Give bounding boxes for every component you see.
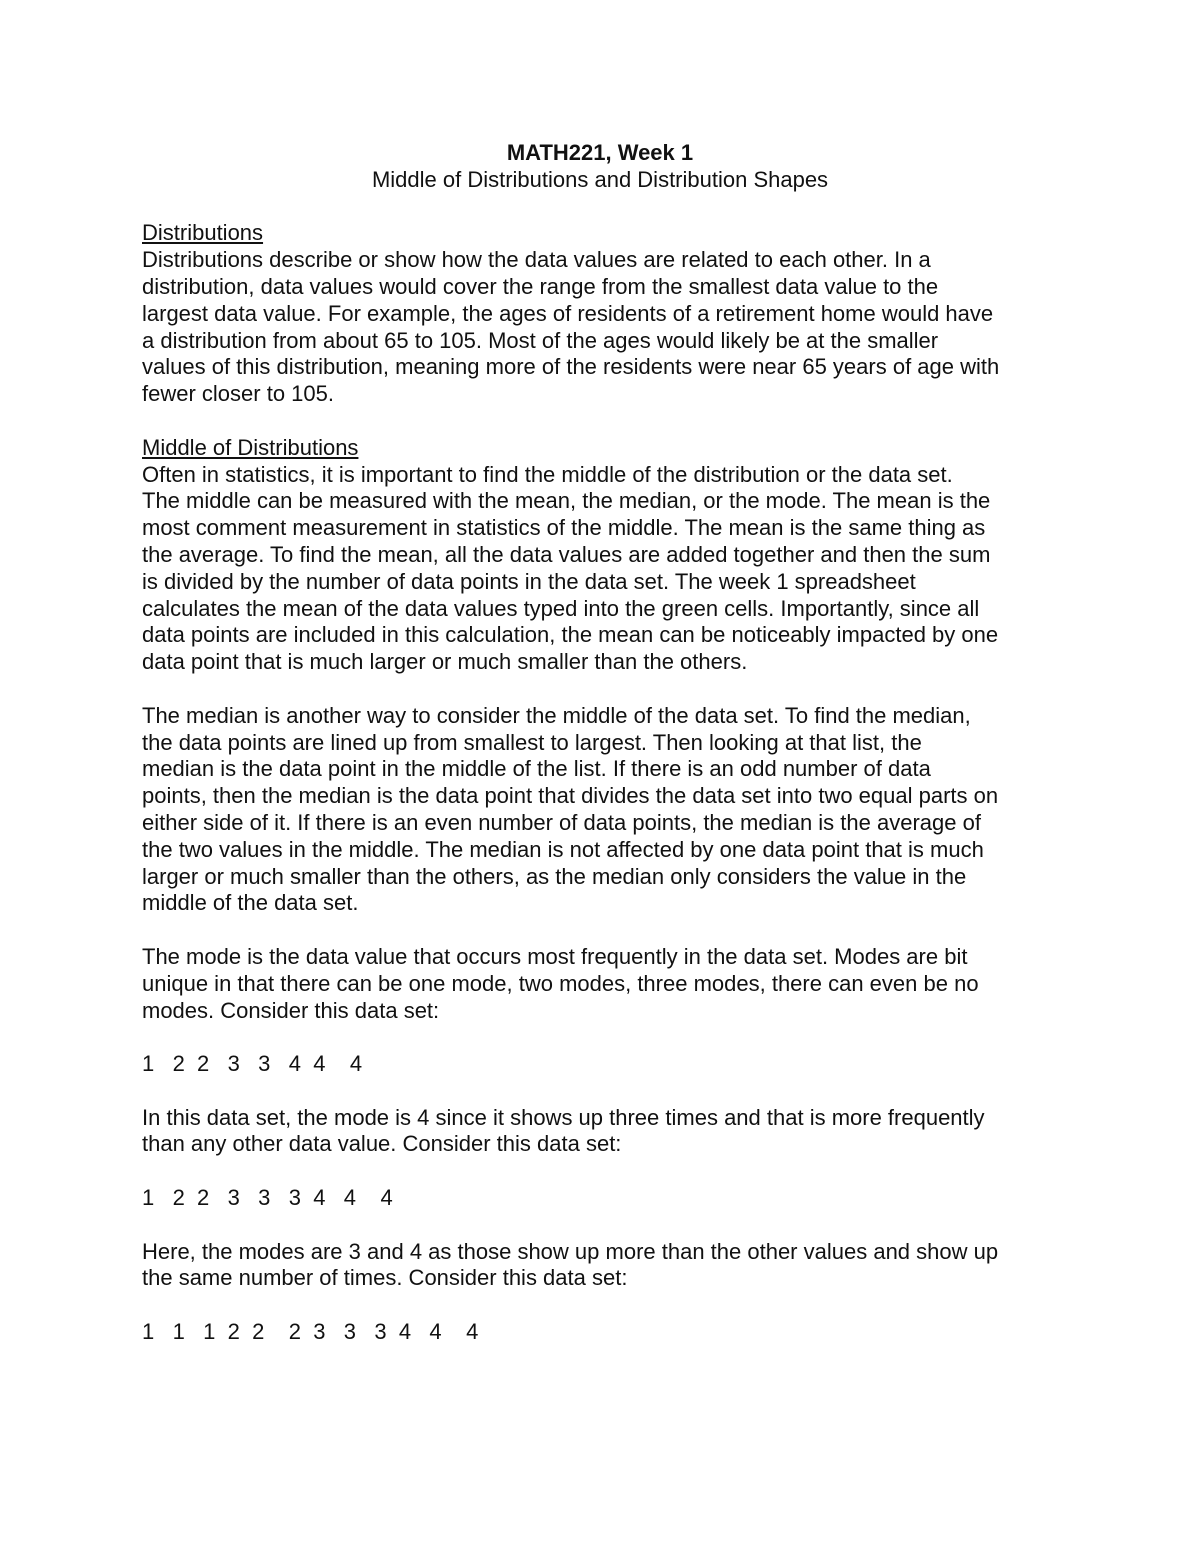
paragraph-line: the two values in the middle. The median is not affected by one data point that is much [142,836,984,862]
paragraph-line: is divided by the number of data points in the data set. The week 1 spreadsheet [142,568,916,594]
document-title: MATH221, Week 1 [506,140,694,165]
paragraph-line: a distribution from about 65 to 105. Most of the ages would likely be at the smaller [142,327,939,353]
paragraph-line: either side of it. If there is an even number of data points, the median is the average of [142,809,981,835]
paragraph-line: data point that is much larger or much smaller than the others. [142,649,748,675]
paragraph-line: the same number of times. Consider this data set: [142,1265,628,1291]
paragraph-line: Distributions describe or show how the data values are related to each other. In a [142,247,931,273]
paragraph-line: The mode is the data value that occurs most frequently in the data set. Modes are bit [142,943,968,969]
paragraph-line: values of this distribution, meaning more of the residents were near 65 years of age with [142,354,1000,380]
data-set-example-3: 1 1 1 2 2 2 3 3 3 4 4 4 [142,1319,479,1345]
paragraph-line: Here, the modes are 3 and 4 as those show up more than the other values and show up [142,1238,999,1264]
spacer [142,1024,1072,1051]
paragraph-line: In this data set, the mode is 4 since it shows up three times and that is more frequently [142,1104,985,1130]
paragraph-mode-explanation-1 [142,1105,1072,1159]
spacer [142,1212,1072,1239]
spacer [142,408,1072,435]
paragraph-line: data points are included in this calculation, the mean can be noticeably impacted by one [142,622,999,648]
spacer [142,1078,1072,1105]
spacer [142,194,1072,221]
paragraph-line: middle of the data set. [142,890,359,916]
document-page [142,140,1072,1346]
paragraph-line: larger or much smaller than the others, as the median only considers the value in the [142,863,967,889]
paragraph-distributions [142,247,1072,408]
paragraph-line: than any other data value. Consider this data set: [142,1131,622,1157]
data-set-example-2: 1 2 2 3 3 3 4 4 4 [142,1185,393,1211]
paragraph-mode [142,944,1072,1024]
paragraph-line: most comment measurement in statistics of the middle. The mean is the same thing as [142,515,986,541]
spacer [142,676,1072,703]
paragraph-line: modes. Consider this data set: [142,997,440,1023]
section-heading-middle: Middle of Distributions [142,434,359,460]
paragraph-line: median is the data point in the middle of the list. If there is an odd number of data [142,756,931,782]
spacer [142,1292,1072,1319]
paragraph-line: The median is another way to consider the middle of the data set. To find the median, [142,702,971,728]
document-subtitle: Middle of Distributions and Distribution Shapes [371,166,829,192]
paragraph-line: points, then the median is the data point that divides the data set into two equal parts on [142,783,999,809]
paragraph-line: largest data value. For example, the ages of residents of a retirement home would have [142,300,994,326]
data-set-example-1: 1 2 2 3 3 4 4 4 [142,1051,363,1077]
spacer [142,1158,1072,1185]
paragraph-mean [142,462,1072,676]
paragraph-line: calculates the mean of the data values typed into the green cells. Importantly, since all [142,595,980,621]
paragraph-line: Often in statistics, it is important to find the middle of the distribution or the data set. [142,461,953,487]
paragraph-mode-explanation-2 [142,1239,1072,1293]
spacer [142,917,1072,944]
paragraph-line: unique in that there can be one mode, two modes, three modes, there can even be no [142,970,979,996]
paragraph-line: The middle can be measured with the mean, the median, or the mode. The mean is the [142,488,991,514]
paragraph-median [142,703,1072,917]
paragraph-line: the average. To find the mean, all the data values are added together and then the sum [142,541,991,567]
paragraph-line: fewer closer to 105. [142,381,334,407]
section-heading-distributions: Distributions [142,220,264,246]
paragraph-line: the data points are lined up from smallest to largest. Then looking at that list, the [142,729,922,755]
paragraph-line: distribution, data values would cover the range from the smallest data value to the [142,273,939,299]
